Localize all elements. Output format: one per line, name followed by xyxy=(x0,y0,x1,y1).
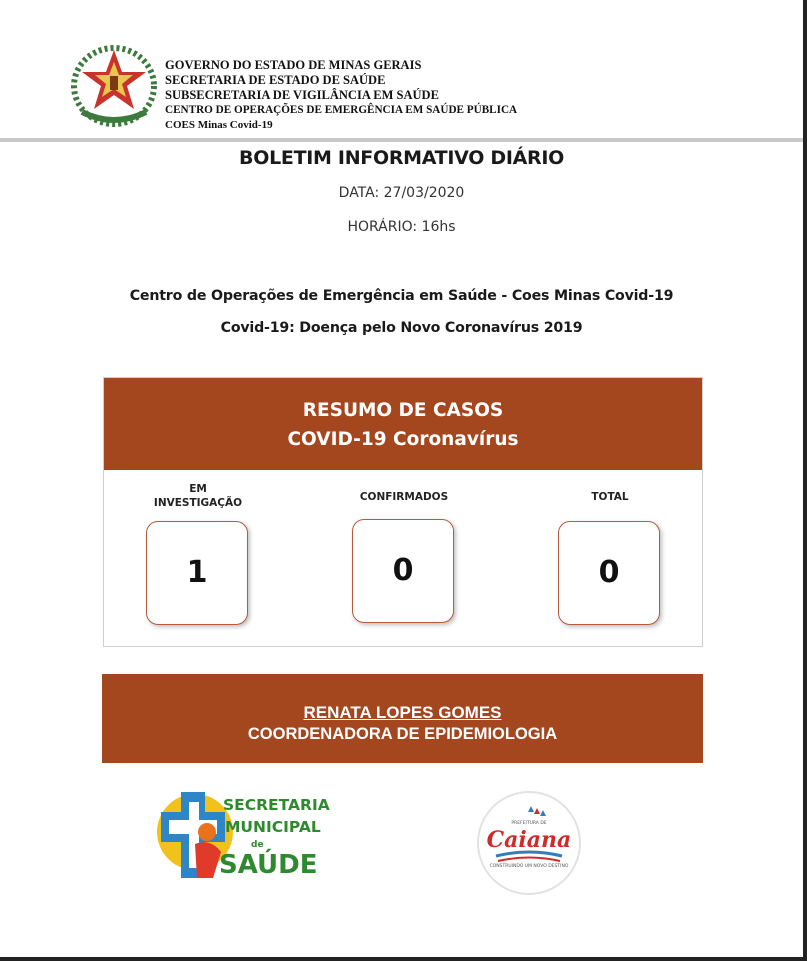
org-line-coes: COES Minas Covid-19 xyxy=(165,119,273,131)
label-em-investigacao xyxy=(128,482,268,510)
label-confirmados: CONFIRMADOS xyxy=(359,491,449,503)
org-line-subsecretaria: SUBSECRETARIA DE VIGILÂNCIA EM SAÚDE xyxy=(165,88,439,102)
org-line-governo: GOVERNO DO ESTADO DE MINAS GERAIS xyxy=(165,58,422,72)
bulletin-subtitle-disease: Covid-19: Doença pelo Novo Coronavírus 2019 xyxy=(220,320,583,336)
label-total: TOTAL xyxy=(591,491,629,503)
logo-text-saude: SAÚDE xyxy=(219,850,318,880)
bulletin-date: DATA: 27/03/2020 xyxy=(338,185,465,201)
secretaria-municipal-saude-logo xyxy=(155,782,330,886)
case-summary-subheading: COVID-19 Coronavírus xyxy=(287,429,519,450)
organization-header xyxy=(165,58,517,133)
counter-confirmados: 0 xyxy=(352,519,454,623)
case-summary-heading: RESUMO DE CASOS xyxy=(302,400,504,421)
logo-text-municipal: MUNICIPAL xyxy=(225,818,321,836)
caiana-bottom-text: CONSTRUINDO UM NOVO DESTINO xyxy=(489,864,569,869)
logo-text-secretaria: SECRETARIA xyxy=(223,796,330,814)
page-frame-bottom xyxy=(0,957,807,961)
minas-gerais-coat-of-arms-icon xyxy=(70,42,158,128)
caiana-top-text: PREFEITURA DE xyxy=(511,821,547,826)
label-em-investigacao-line1: EM xyxy=(189,483,207,495)
label-em-investigacao-line2: INVESTIGAÇÃO xyxy=(153,497,243,509)
bulletin-time: HORÁRIO: 16hs xyxy=(347,219,456,235)
signatory-name xyxy=(102,703,703,723)
signature-band xyxy=(102,674,703,763)
prefeitura-caiana-logo xyxy=(476,790,582,896)
header-divider xyxy=(0,138,803,142)
counter-em-investigacao: 1 xyxy=(146,521,248,625)
org-line-centro: CENTRO DE OPERAÇÕES DE EMERGÊNCIA EM SAÚDE PÚBLICA xyxy=(165,104,518,116)
logo-text-de: de xyxy=(251,840,264,850)
counter-total: 0 xyxy=(558,521,660,625)
signatory-role: COORDENADORA DE EPIDEMIOLOGIA xyxy=(247,725,558,743)
bulletin-title: BOLETIM INFORMATIVO DIÁRIO xyxy=(239,147,564,169)
page-frame-right xyxy=(803,0,807,961)
case-summary-panel xyxy=(103,377,703,647)
case-summary-header xyxy=(104,378,702,470)
org-line-secretaria: SECRETARIA DE ESTADO DE SAÚDE xyxy=(165,73,386,87)
signatory-name-text: RENATA LOPES GOMES xyxy=(303,703,502,722)
caiana-name: Caiana xyxy=(486,827,572,853)
bulletin-subtitle-coes: Centro de Operações de Emergência em Saúde - Coes Minas Covid-19 xyxy=(129,288,674,304)
